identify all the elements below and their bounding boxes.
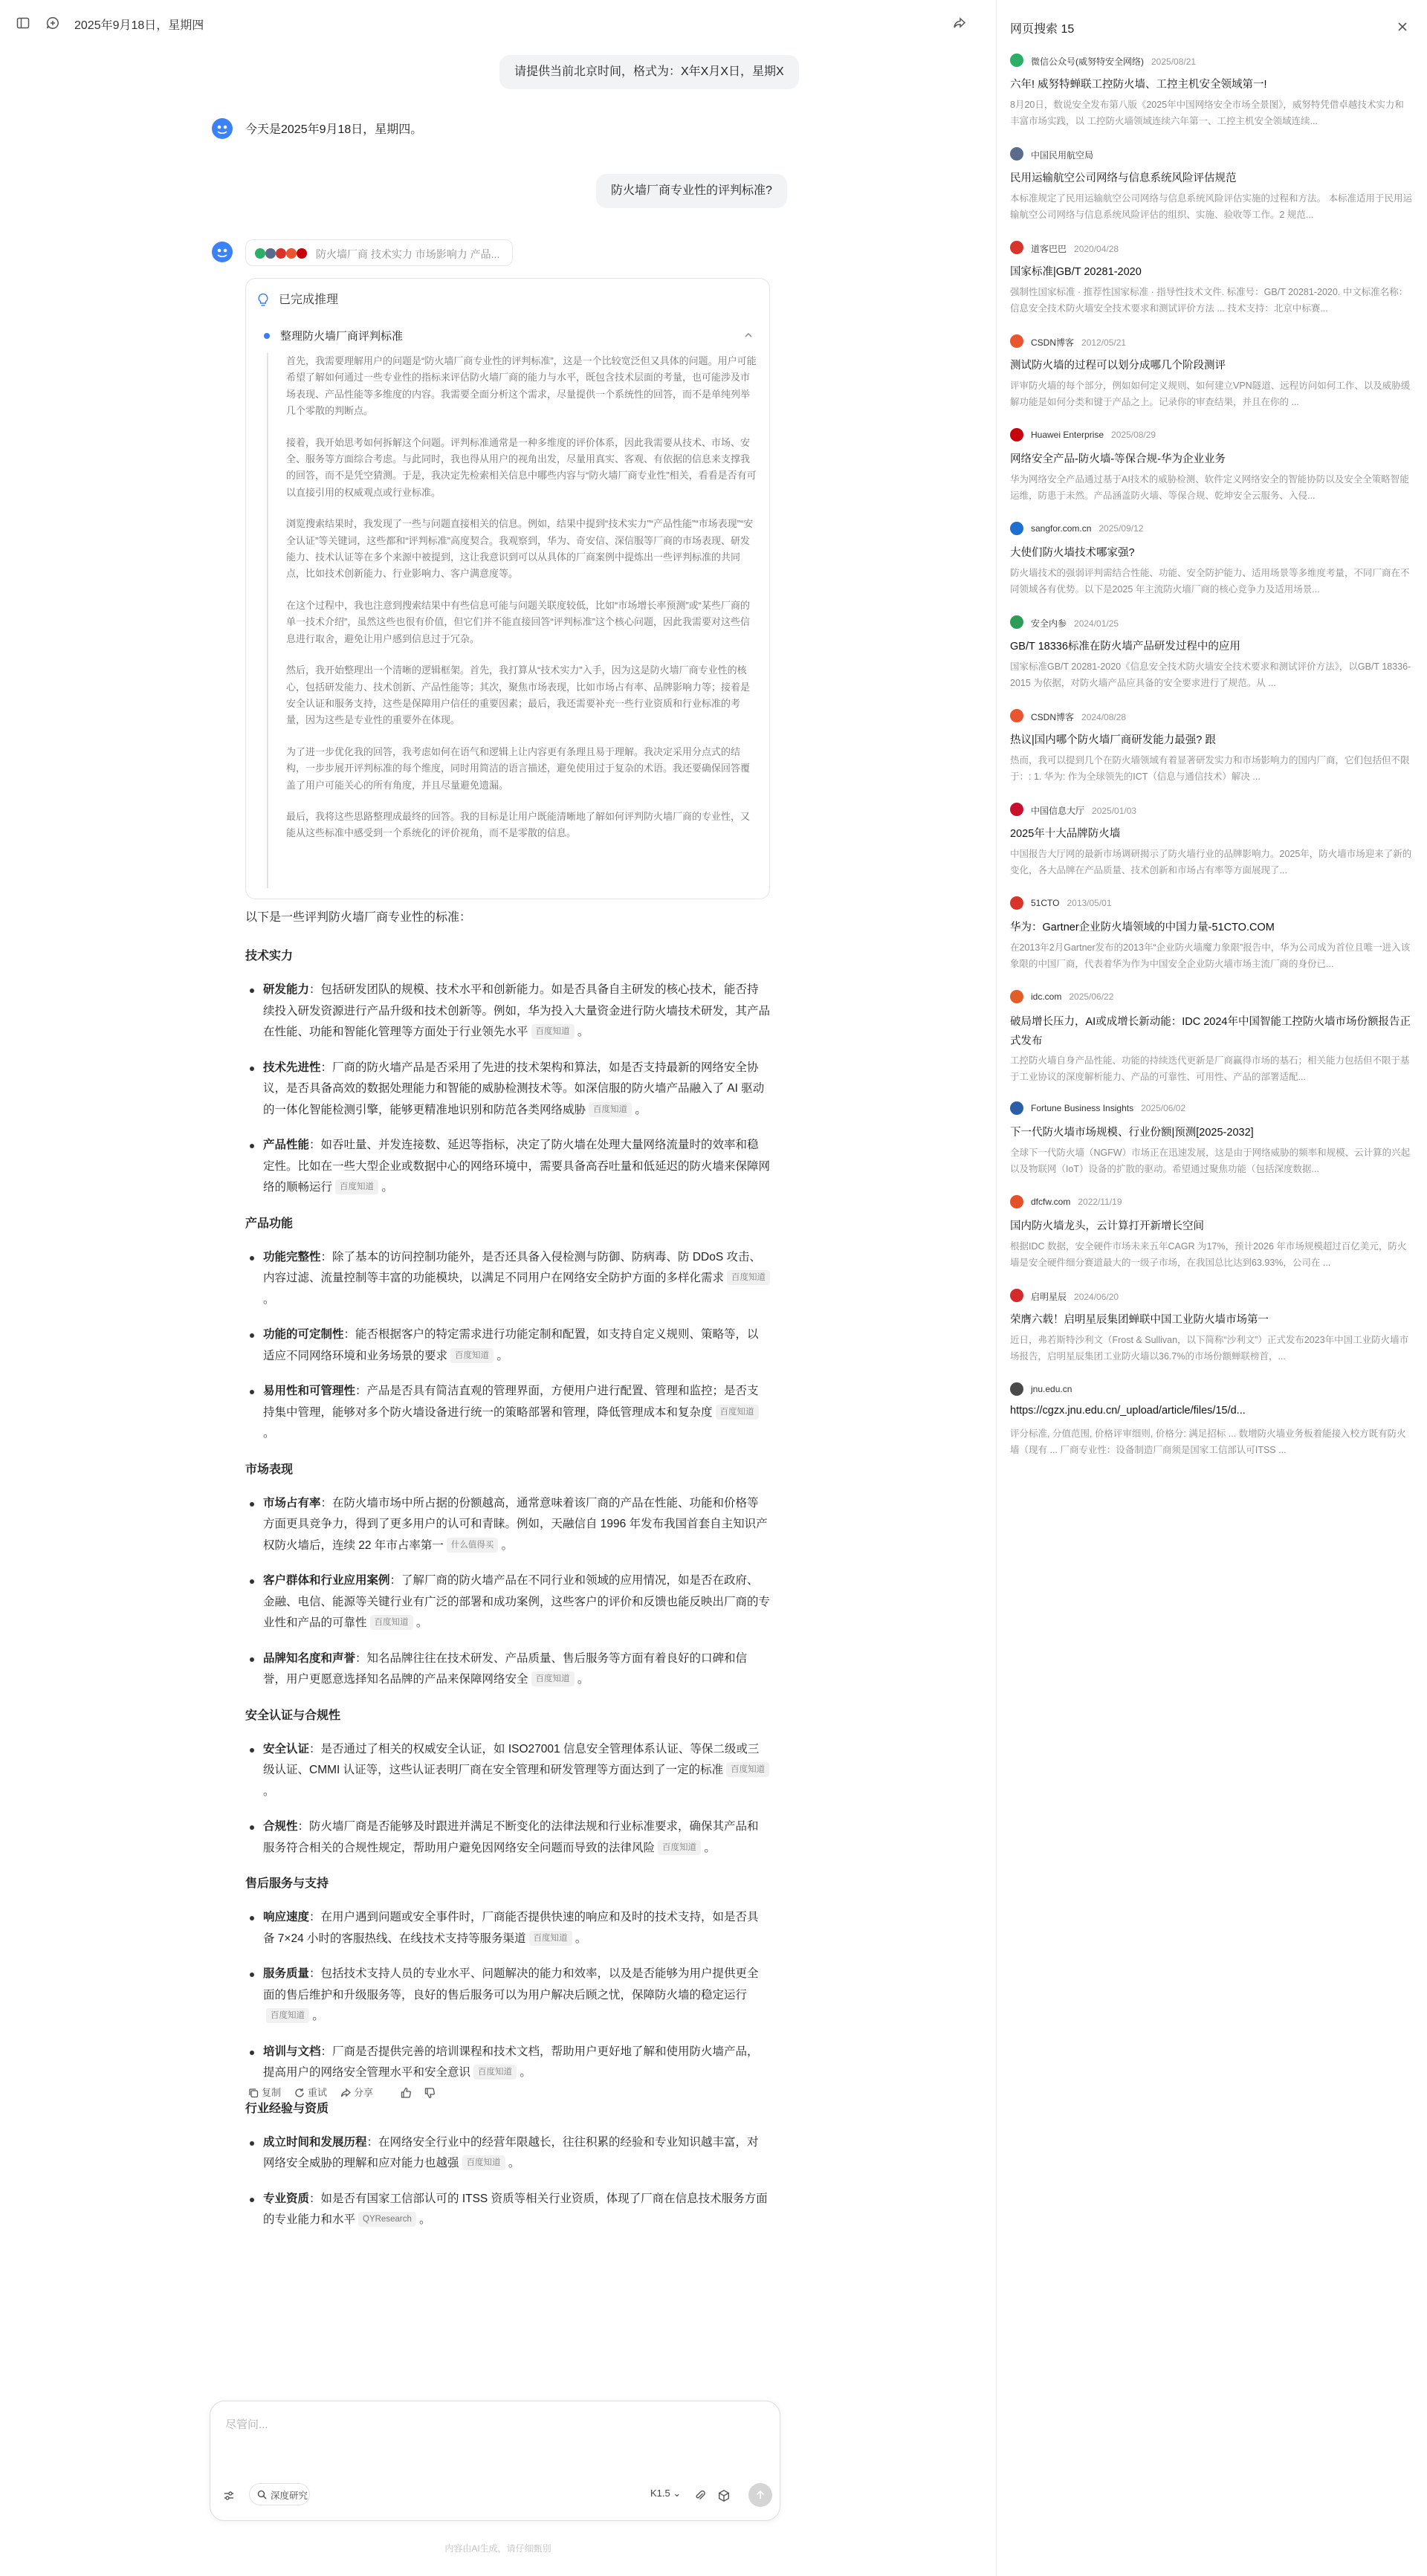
reasoning-panel (245, 278, 770, 899)
close-icon[interactable] (1397, 21, 1408, 33)
citation-badge[interactable]: 什么值得买 (447, 1538, 499, 1553)
result-title[interactable]: 热议|国内哪个防火墙厂商研发能力最强? 跟 (1010, 734, 1216, 746)
new-chat-icon[interactable] (46, 16, 59, 30)
criterion-term: 合规性 (263, 1820, 298, 1833)
citation-badge[interactable]: 百度知道 (726, 1762, 769, 1777)
sources-summary: 防火墙厂商 技术实力 市场影响力 产品... (316, 248, 500, 260)
result-site: 中国信息大厅 (1031, 806, 1085, 816)
search-result[interactable] (1010, 522, 1413, 603)
top-bar (0, 0, 996, 48)
citation-badge[interactable]: QYResearch (358, 2212, 416, 2227)
user-message: 防火墙厂商专业性的评判标准? (596, 174, 787, 208)
result-snippet: 8月20日，数说安全发布第八版《2025年中国网络安全市场全景图》，威努特凭借卓越技术实力和丰富市场实践，以 工控防火墙领域连续六年第一、工控主机安全领域连续... (1010, 100, 1404, 126)
result-date: 2025/06/22 (1069, 991, 1114, 1002)
search-result[interactable] (1010, 896, 1413, 978)
criteria-list (245, 980, 770, 1199)
result-snippet: 根据IDC 数据，安全硬件市场未来五年CAGR 为17%，预计2026 年市场规模超过百亿美元，防火墙是安全硬件细分赛道最大的一级子市场，在我国总比达到63.93%，公司在 ... (1010, 1241, 1407, 1268)
user-message: 请提供当前北京时间，格式为：X年X月X日，星期X (499, 55, 799, 89)
criterion-term: 客户群体和行业应用案例 (263, 1574, 390, 1587)
criterion-term: 市场占有率 (263, 1496, 321, 1509)
citation-badge[interactable]: 百度知道 (658, 1840, 701, 1855)
search-result[interactable] (1010, 615, 1413, 697)
result-date: 2022/11/19 (1078, 1197, 1122, 1207)
search-result[interactable] (1010, 709, 1413, 791)
source-favicon-icon (276, 248, 286, 259)
criterion-text: ：厂商是否提供完善的培训课程和技术文档，帮助用户更好地了解和使用防火墙产品，提高用户的网络安全管理水平和安全意识 (263, 2045, 759, 2079)
criteria-list (245, 1907, 770, 2084)
criterion-term: 研发能力 (263, 983, 310, 996)
reasoning-step-label: 整理防火墙厂商评判标准 (280, 330, 404, 343)
share-label: 分享 (354, 2087, 374, 2098)
chat-area (0, 48, 996, 2576)
criterion-text: ：了解厂商的防火墙产品在不同行业和领域的应用情况，如是否在政府、金融、电信、能源等关键行业有广泛的部署和成功案例，这些客户的评价和反馈也能反映出厂商的专业性和产品的可靠性 (263, 1574, 771, 1629)
citation-badge[interactable]: 百度知道 (529, 1931, 572, 1946)
list-item: 易用性和可管理性：产品是否具有简洁直观的管理界面，方便用户进行配置、管理和监控；是否支持集中管理，能够对多个防火墙设备进行统一的策略部署和管理，降低管理成本和复杂度 百度知道 。 (263, 1381, 770, 1445)
site-favicon-icon (1010, 241, 1023, 254)
result-snippet: 评审防火墙的每个部分，例如如何定义规则、如何建立VPN隧道、远程访问如何工作、以及威胁缓解功能是如何分类和键于产品之上。记录你的审查结果，并且在你的 ... (1010, 381, 1411, 407)
section-heading: 市场表现 (245, 1463, 294, 1476)
result-title[interactable]: 破局增长压力，AI或成增长新动能：IDC 2024年中国智能工控防火墙市场份额报告正式发布 (1010, 1016, 1411, 1047)
section-heading: 售后服务与支持 (245, 1877, 329, 1890)
answer-intro: 以下是一些评判防火墙厂商专业性的标准： (245, 911, 472, 924)
assistant-avatar (211, 241, 233, 263)
retry-label: 重试 (308, 2087, 328, 2098)
result-site: Huawei Enterprise (1031, 430, 1104, 440)
search-result[interactable] (1010, 1195, 1413, 1277)
criterion-text: ：是否通过了相关的权威安全认证，如 ISO27001 信息安全管理体系认证、等保二级或三级认证、CMMI 认证等，这些认证表明厂商在安全管理和研发管理等方面达到了一定的标准 (263, 1742, 760, 1776)
result-site: 中国民用航空局 (1031, 150, 1094, 161)
site-favicon-icon (1010, 1101, 1023, 1115)
panel-title: 网页搜索 15 (1010, 23, 1075, 36)
result-date: 2024/01/25 (1074, 618, 1119, 629)
search-result[interactable] (1010, 1289, 1413, 1370)
source-favicon-icon (255, 248, 265, 259)
result-title[interactable]: 民用运输航空公司网络与信息系统风险评估规范 (1010, 172, 1237, 184)
result-site: sangfor.com.cn (1031, 523, 1092, 534)
result-snippet: 全球下一代防火墙（NGFW）市场正在迅速发展，这是由于网络威胁的频率和规模、云计算的兴起以及物联网（IoT）设备的扩散的驱动。希望通过聚焦功能（包括深度数据... (1010, 1148, 1411, 1174)
criterion-term: 成立时间和发展历程 (263, 2135, 367, 2149)
share-icon[interactable] (953, 16, 966, 30)
result-site: CSDN博客 (1031, 337, 1075, 348)
result-site: jnu.edu.cn (1031, 1384, 1072, 1394)
reasoning-text (267, 353, 759, 888)
criterion-term: 功能的可定制性 (263, 1328, 344, 1341)
result-date: 2025/09/12 (1098, 523, 1144, 534)
list-item: 专业资质：如是否有国家工信部认可的 ITSS 资质等相关行业资质，体现了厂商在信息技术服务方面的专业能力和水平 QYResearch 。 (263, 2189, 770, 2231)
criterion-text: ：防火墙厂商是否能够及时跟进并满足不断变化的法律法规和行业标准要求，确保其产品和服务符合相关的合规性规定，帮助用户避免因网络安全问题而导致的法律风险 (263, 1820, 759, 1854)
criterion-term: 培训与文档 (263, 2045, 321, 2058)
criterion-text: ：能否根据客户的特定需求进行功能定制和配置，如支持自定义规则、策略等，以适应不同网络环境和业务场景的要求 (263, 1328, 759, 1362)
result-snippet: 防火墙技术的强弱评判需结合性能、功能、安全防护能力、适用场景等多维度考量，不同厂商在不同领域各有优势。以下是2025 年主流防火墙厂商的核心竞争力及适用场景... (1010, 568, 1410, 595)
result-date: 2025/01/03 (1092, 806, 1137, 816)
list-item: 培训与文档：厂商是否提供完善的培训课程和技术文档，帮助用户更好地了解和使用防火墙产品，提高用户的网络安全管理水平和安全意识 百度知道 。 (263, 2042, 770, 2084)
result-title[interactable]: 2025年十大品牌防火墙 (1010, 828, 1121, 840)
cube-icon[interactable] (717, 2489, 731, 2502)
site-favicon-icon (1010, 990, 1023, 1003)
share-button[interactable] (340, 2084, 378, 2102)
criterion-text: ：包括技术支持人员的专业水平、问题解决的能力和效率，以及是否能够为用户提供更全面的售后维护和升级服务等，良好的售后服务可以为用户解决后顾之忧，保障防火墙的稳定运行 (263, 1967, 759, 2001)
criterion-term: 服务质量 (263, 1967, 310, 1980)
result-snippet: 本标准规定了民用运输航空公司网络与信息系统风险评估实施的过程和方法。 本标准适用于民用运输航空公司网络与信息系统风险评估的组织、实施、验收等工作。2 规范... (1010, 193, 1412, 220)
assistant-avatar (211, 117, 233, 140)
result-title[interactable]: 六年! 威努特蝉联工控防火墙、工控主机安全领域第一! (1010, 79, 1267, 91)
result-title[interactable]: 测试防火墙的过程可以划分成哪几个阶段测评 (1010, 360, 1226, 372)
thumbs-down-icon[interactable] (424, 2087, 436, 2099)
list-item: 合规性：防火墙厂商是否能够及时跟进并满足不断变化的法律法规和行业标准要求，确保其产品和服务符合相关的合规性规定，帮助用户避免因网络安全问题而导致的法律风险 百度知道 。 (263, 1816, 770, 1859)
chevron-down-icon[interactable] (195, 19, 204, 28)
criterion-text: ：在网络安全行业中的经营年限越长，往往积累的经验和专业知识越丰富，对网络安全威胁的理解和应对能力也越强 (263, 2135, 759, 2169)
search-result[interactable] (1010, 428, 1413, 510)
list-item: 品牌知名度和声誉：知名品牌往往在技术研发、产品质量、售后服务等方面有着良好的口碑和信誉，用户更愿意选择知名品牌的产品来保障网络安全 百度知道 。 (263, 1648, 770, 1691)
result-title[interactable]: 下一代防火墙市场规模、行业份额|预测[2025-2032] (1010, 1127, 1254, 1139)
result-date: 2025/08/21 (1151, 56, 1197, 67)
result-snippet: 热而，我可以提到几个在防火墙领域有着显著研发实力和市场影响力的国内厂商，它们包括但不限于：: 1. 华为: 作为全球领先的ICT（信息与通信技术）解决 ... (1010, 755, 1410, 782)
criterion-term: 技术先进性 (263, 1061, 321, 1074)
reasoning-paragraph: 接着，我开始思考如何拆解这个问题。评判标准通常是一种多维度的评价体系，因此我需要从技术、市场、安全、服务等方面综合考虑。与此同时，我也得从用户的视角出发，尽量用真实、客观、有依据的信息来支撑我的回答，而不是凭空猜测。于是，我决定先检索相关信息中哪些内容与“防火墙厂商专业性”相关，看看是否有可以直接引用的权威观点或行业标准。 (286, 436, 757, 498)
share-icon (340, 2088, 351, 2098)
site-favicon-icon (1010, 1195, 1023, 1208)
result-title[interactable]: GB/T 18336标准在防火墙产品研发过程中的应用 (1010, 641, 1240, 653)
lightbulb-icon (256, 293, 270, 308)
source-favicon-icon (297, 248, 307, 259)
criterion-term: 产品性能 (263, 1139, 310, 1151)
citation-badge[interactable]: 百度知道 (473, 2065, 517, 2080)
result-title[interactable]: 华为：Gartner企业防火墙领域的中国力量-51CTO.COM (1010, 922, 1275, 933)
criterion-text: ：除了基本的访问控制功能外，是否还具备入侵检测与防御、防病毒、防 DDoS 攻击、内容过滤、流量控制等丰富的功能模块，以满足不同用户在网络安全防护方面的多样化需求 (263, 1250, 761, 1284)
result-snippet: 近日，弗若斯特沙利文（Frost & Sullivan，以下简称“沙利文”）正式发布2023年中国工业防火墙市场报告，启明星辰集团工业防火墙以36.7%的市场份额蝉联榜首，... (1010, 1335, 1409, 1362)
search-result[interactable] (1010, 990, 1413, 1098)
criteria-list (245, 2132, 770, 2231)
result-title[interactable]: 荣膺六载！启明星辰集团蝉联中国工业防火墙市场第一 (1010, 1314, 1269, 1326)
criterion-text: ：包括研发团队的规模、技术水平和创新能力。如是否具备自主研发的核心技术，能否持续投入研发资源进行产品升级和技术创新等。例如，华为投入大量资金进行防火墙技术研发，其产品在性能、功能和智能化管理等方面处于行业领先水平 (263, 983, 771, 1038)
site-favicon-icon (1010, 803, 1023, 816)
source-favicon-icon (286, 248, 297, 259)
section-heading: 安全认证与合规性 (245, 1709, 341, 1722)
result-site: 安全内参 (1031, 618, 1067, 629)
list-item: 研发能力：包括研发团队的规模、技术水平和创新能力。如是否具备自主研发的核心技术，能否持续投入研发资源进行产品升级和技术创新等。例如，华为投入大量资金进行防火墙技术研发，其产品在性能、功能和智能化管理等方面处于行业领先水平 百度知道 。 (263, 980, 770, 1043)
conversation-title[interactable]: 2025年9月18日，星期四 (74, 19, 204, 32)
criterion-text: ：在用户遇到问题或安全事件时，厂商能否提供快速的响应和及时的技术支持，如是否具备 7×24 小时的客服热线、在线技术支持等服务渠道 (263, 1911, 759, 1945)
result-date: 2025/08/29 (1111, 430, 1156, 440)
model-selector[interactable]: K1.5 ⌄ (650, 2488, 682, 2499)
search-result[interactable] (1010, 54, 1413, 135)
result-site: CSDN博客 (1031, 712, 1075, 722)
retry-button[interactable] (294, 2084, 331, 2102)
search-result[interactable] (1010, 147, 1413, 229)
criteria-list (245, 1739, 770, 1860)
deep-research-label: 深度研究 (271, 2491, 308, 2501)
chevron-up-icon[interactable] (744, 331, 753, 340)
criterion-term: 品牌知名度和声誉 (263, 1651, 356, 1665)
search-result[interactable] (1010, 1101, 1413, 1183)
criterion-term: 专业资质 (263, 2192, 310, 2205)
criterion-text: ：如是否有国家工信部认可的 ITSS 资质等相关行业资质，体现了厂商在信息技术服务方面的专业能力和水平 (263, 2192, 768, 2226)
section-heading: 产品功能 (245, 1217, 294, 1230)
result-snippet: 强制性国家标准 · 推荐性国家标准 · 指导性技术文件. 标准号：GB/T 20281-2020. 中文标准名称：信息安全技术防火墙安全技术要求和测试评价方法 ... 技术支持：北京中标赛... (1010, 287, 1408, 314)
result-snippet: 国家标准GB/T 20281-2020《信息安全技术防火墙安全技术要求和测试评价方法》，以GB/T 18336-2015 为依据，对防火墙产品应具备的安全要求进行了规范。从 ... (1010, 661, 1411, 688)
criterion-text: ：知名品牌往往在技术研发、产品质量、售后服务等方面有着良好的口碑和信誉，用户更愿意选择知名品牌的产品来保障网络安全 (263, 1651, 748, 1686)
result-snippet: 在2013年2月Gartner发布的2013年“企业防火墙魔力象限”报告中，华为公司成为首位且唯一进入该象限的中国厂商，代表着华为作为中国安全企业防火墙市场主流厂商的身份已... (1010, 942, 1411, 969)
search-result[interactable] (1010, 241, 1413, 323)
list-item: 市场占有率：在防火墙市场中所占据的份额越高，通常意味着该厂商的产品在性能、功能和价格等方面更具竞争力，得到了更多用户的认可和青睐。例如，天融信自 1996 年发布我国首套自主知识产权防火墙后，连续 22 年市占率第一 什么值得买 。 (263, 1493, 770, 1557)
search-result[interactable] (1010, 803, 1413, 884)
attachment-icon[interactable] (693, 2489, 707, 2502)
ai-disclaimer: 内容由AI生成，请仔细甄别 (444, 2543, 551, 2554)
criterion-text: ：产品是否具有简洁直观的管理界面，方便用户进行配置、管理和监控；是否支持集中管理，能够对多个防火墙设备进行统一的策略部署和管理，降低管理成本和复杂度 (263, 1385, 759, 1419)
result-site: 51CTO (1031, 898, 1060, 908)
site-favicon-icon (1010, 147, 1023, 161)
message-input[interactable]: 尽管问... (225, 2418, 268, 2431)
criterion-term: 安全认证 (263, 1742, 310, 1755)
deep-research-button[interactable] (249, 2483, 310, 2505)
site-favicon-icon (1010, 709, 1023, 722)
reasoning-step[interactable] (264, 326, 754, 346)
reasoning-paragraph: 在这个过程中，我也注意到搜索结果中有些信息可能与问题关联度较低，比如“市场增长率预测”或“某些厂商的单一技术介绍”，虽然这些也很有价值，但它们并不能直接回答“评判标准”这个核心问题，因此我需要对这些信息进行取舍，避免让用户感到信息过于冗杂。 (286, 599, 750, 644)
citation-badge[interactable]: 百度知道 (716, 1405, 759, 1420)
site-favicon-icon (1010, 54, 1023, 67)
list-item: 客户群体和行业应用案例：了解厂商的防火墙产品在不同行业和领域的应用情况，如是否在政府、金融、电信、能源等关键行业有广泛的部署和成功案例，这些客户的评价和反馈也能反映出厂商的专业性和产品的可靠性 百度知道 。 (263, 1570, 770, 1634)
result-site: idc.com (1031, 991, 1062, 1002)
reasoning-paragraph: 为了进一步优化我的回答，我考虑如何在语气和逻辑上让内容更有条理且易于理解。我决定采用分点式的结构，一步步展开评判标准的每个维度，同时用简洁的语言描述，避免使用过于复杂的术语。我还要确保回答覆盖了用户可能关心的所有角度，并且尽量避免遗漏。 (286, 745, 751, 791)
result-date: 2024/08/28 (1081, 712, 1127, 722)
reasoning-paragraph: 浏览搜索结果时，我发现了一些与问题直接相关的信息。例如，结果中提到“技术实力”“产品性能”“市场表现”“安全认证”等关键词，这些都和“评判标准”高度契合。我观察到，华为、奇安信、深信服等厂商的市场表现、研发能力、技术认证等在多个来源中被提到，这让我意识到可以从具体的厂商案例中提炼出一些评判标准的共同点，比如技术创新能力、行业影响力、客户满意度等。 (286, 518, 754, 580)
copy-icon (248, 2088, 259, 2098)
arrow-up-icon (755, 2490, 766, 2500)
site-favicon-icon (1010, 1382, 1023, 1396)
site-favicon-icon (1010, 1289, 1023, 1302)
result-title[interactable]: 国家标准|GB/T 20281-2020 (1010, 266, 1142, 278)
research-icon (257, 2490, 267, 2499)
site-favicon-icon (1010, 428, 1023, 441)
result-site: dfcfw.com (1031, 1197, 1071, 1207)
result-site: 道客巴巴 (1031, 244, 1067, 254)
result-snippet: 评分标准, 分值范围, 价格评审细则, 价格分: 满足招标 ... 数增防火墙业务板着能接入校方既有防火墙（现有 ... 厂商专业性：设备制造厂商须是国家工信部认可ITSS ... (1010, 1428, 1406, 1455)
citation-badge[interactable]: 百度知道 (727, 1270, 770, 1285)
result-site: 启明星辰 (1031, 1292, 1067, 1302)
result-title[interactable]: 大使们防火墙技术哪家强? (1010, 547, 1135, 559)
web-search-panel (996, 0, 1427, 2576)
result-snippet: 工控防火墙自身产品性能、功能的持续迭代更新是厂商赢得市场的基石；相关能力包括但不限于基于工业协议的深度解析能力、产品的可靠性、可用性、产品的部署适配... (1010, 1055, 1410, 1082)
sidebar-toggle-icon[interactable] (16, 16, 30, 30)
result-date: 2013/05/01 (1067, 898, 1112, 908)
list-item: 成立时间和发展历程：在网络安全行业中的经营年限越长，往往积累的经验和专业知识越丰富，对网络安全威胁的理解和应对能力也越强 百度知道 。 (263, 2132, 770, 2175)
result-title[interactable]: https://cgzx.jnu.edu.cn/_upload/article/files/15/d... (1010, 1405, 1246, 1417)
criterion-text: ：如吞吐量、并发连接数、延迟等指标，决定了防火墙在处理大量网络流量时的效率和稳定性。比如在一些大型企业或数据中心的网络环境中，需要具备高吞吐量和低延迟的防火墙来保障网络的顺畅运行 (263, 1139, 771, 1194)
thumbs-up-icon[interactable] (400, 2087, 412, 2099)
list-item: 功能完整性：除了基本的访问控制功能外，是否还具备入侵检测与防御、防病毒、防 DDoS 攻击、内容过滤、流量控制等丰富的功能模块，以满足不同用户在网络安全防护方面的多样化需求 百度知道 。 (263, 1247, 770, 1311)
criterion-text: ：厂商的防火墙产品是否采用了先进的技术架构和算法，如是否支持最新的网络安全协议，是否具备高效的数据处理能力和智能的威胁检测技术等。如深信服的防火墙产品融入了 AI 驱动的一体化智能检测引擎，能够更精准地识别和防范各类网络威胁 (263, 1061, 765, 1116)
list-item: 技术先进性：厂商的防火墙产品是否采用了先进的技术架构和算法，如是否支持最新的网络安全协议，是否具备高效的数据处理能力和智能的威胁检测技术等。如深信服的防火墙产品融入了 AI 驱动的一体化智能检测引擎，能够更精准地识别和防范各类网络威胁 百度知道 。 (263, 1058, 770, 1122)
reasoning-paragraph: 最后，我将这些思路整理成最终的回答。我的目标是让用户既能清晰地了解如何评判防火墙厂商的专业性，又能从这些标准中感受到一个系统化的评价视角，而不是零散的信息。 (286, 810, 751, 839)
result-snippet: 华为网络安全产品通过基于AI技术的威胁检测、软件定义网络安全的智能协防以及安全全策略智能运维，防患于未然。产品涵盖防火墙、等保合规、乾坤安全云服务、入侵... (1010, 474, 1409, 501)
site-favicon-icon (1010, 334, 1023, 348)
result-title[interactable]: 国内防火墙龙头，云计算打开新增长空间 (1010, 1220, 1204, 1232)
citation-badge[interactable]: 百度知道 (266, 2008, 309, 2023)
result-site: 微信公众号(威努特安全网络) (1031, 56, 1144, 67)
result-title[interactable]: 网络安全产品-防火墙-等保合规-华为企业业务 (1010, 453, 1226, 465)
list-item: 产品性能：如吞吐量、并发连接数、延迟等指标，决定了防火墙在处理大量网络流量时的效率和稳定性。比如在一些大型企业或数据中心的网络环境中，需要具备高吞吐量和低延迟的防火墙来保障网络的顺畅运行 百度知道 。 (263, 1135, 770, 1199)
search-result[interactable] (1010, 1382, 1413, 1464)
citation-badge[interactable]: 百度知道 (531, 1672, 575, 1686)
citation-badge[interactable]: 百度知道 (531, 1024, 575, 1039)
model-name: K1.5 (650, 2488, 670, 2499)
result-date: 2020/04/28 (1074, 244, 1119, 254)
section-heading: 技术实力 (245, 950, 294, 962)
criterion-term: 功能完整性 (263, 1250, 321, 1263)
site-favicon-icon (1010, 615, 1023, 629)
criterion-term: 易用性和可管理性 (263, 1385, 356, 1397)
assistant-answer (245, 907, 770, 2245)
assistant-message: 今天是2025年9月18日，星期四。 (245, 123, 423, 136)
copy-label: 复制 (262, 2087, 282, 2098)
refresh-icon (294, 2088, 305, 2098)
criteria-list (245, 1247, 770, 1445)
site-favicon-icon (1010, 896, 1023, 910)
reasoning-paragraph: 首先，我需要理解用户的问题是“防火墙厂商专业性的评判标准”，这是一个比较宽泛但又具体的问题。用户可能希望了解如何通过一些专业性的指标来评估防火墙厂商的能力与水平，既包含技术层面的考量，也可能涉及市场表现、产品性能等多维度的内容。我需要全面分析这个需求，尽量提供一个系统性的回答，而不是单纯列举几个零散的判断点。 (286, 355, 757, 417)
list-item: 响应速度：在用户遇到问题或安全事件时，厂商能否提供快速的响应和及时的技术支持，如是否具备 7×24 小时的客服热线、在线技术支持等服务渠道 百度知道 。 (263, 1907, 770, 1949)
result-date: 2012/05/21 (1081, 337, 1127, 348)
section-heading: 行业经验与资质 (245, 2102, 329, 2115)
reasoning-status: 已完成推理 (279, 294, 339, 306)
criterion-text: ：在防火墙市场中所占据的份额越高，通常意味着该厂商的产品在性能、功能和价格等方面更具竞争力，得到了更多用户的认可和青睐。例如，天融信自 1996 年发布我国首套自主知识产权防火墙后，连续 22 年市占率第一 (263, 1496, 768, 1552)
list-item: 服务质量：包括技术支持人员的专业水平、问题解决的能力和效率，以及是否能够为用户提供更全面的售后维护和升级服务等，良好的售后服务可以为用户解决后顾之忧，保障防火墙的稳定运行百度知道 。 (263, 1964, 770, 2028)
result-date: 2024/06/20 (1074, 1292, 1119, 1302)
citation-badge[interactable]: 百度知道 (450, 1348, 494, 1363)
result-date: 2025/06/02 (1141, 1103, 1186, 1113)
message-composer[interactable] (210, 2401, 780, 2521)
citation-badge[interactable]: 百度知道 (370, 1615, 413, 1630)
step-dot (264, 333, 270, 339)
site-favicon-icon (1010, 522, 1023, 535)
search-sources-pill[interactable] (245, 239, 513, 266)
reasoning-paragraph: 然后，我开始整理出一个清晰的逻辑框架。首先，我打算从“技术实力”入手，因为这是防火墙厂商专业性的核心，包括研发能力、技术创新、产品性能等；其次，聚焦市场表现，比如市场占有率、品牌影响力等；接着是安全认证和服务支持，这些是保障用户信任的重要因素；最后，我还需要补充一些行业资质和行业标准的考量，因为这些是专业性的重要外在体现。 (286, 664, 751, 726)
list-item: 功能的可定制性：能否根据客户的特定需求进行功能定制和配置，如支持自定义规则、策略等，以适应不同网络环境和业务场景的要求 百度知道 。 (263, 1324, 770, 1367)
tools-toggle-icon[interactable] (222, 2489, 236, 2502)
result-site: Fortune Business Insights (1031, 1103, 1134, 1113)
list-item: 安全认证：是否通过了相关的权威安全认证，如 ISO27001 信息安全管理体系认证、等保二级或三级认证、CMMI 认证等，这些认证表明厂商在安全管理和研发管理等方面达到了一定的标准 百度知道 。 (263, 1739, 770, 1803)
citation-badge[interactable]: 百度知道 (335, 1179, 378, 1194)
result-snippet: 中国报告大厅网的最新市场调研揭示了防火墙行业的品牌影响力。2025年，防火墙市场迎来了新的变化，各大品牌在产品质量、技术创新和市场占有率等方面展现了... (1010, 849, 1412, 876)
source-favicon-icon (265, 248, 276, 259)
criteria-list (245, 1493, 770, 1691)
send-button[interactable] (748, 2483, 772, 2507)
search-result[interactable] (1010, 334, 1413, 416)
criterion-term: 响应速度 (263, 1911, 310, 1923)
citation-badge[interactable]: 百度知道 (462, 2155, 505, 2170)
citation-badge[interactable]: 百度知道 (589, 1102, 632, 1117)
copy-button[interactable] (248, 2084, 285, 2102)
